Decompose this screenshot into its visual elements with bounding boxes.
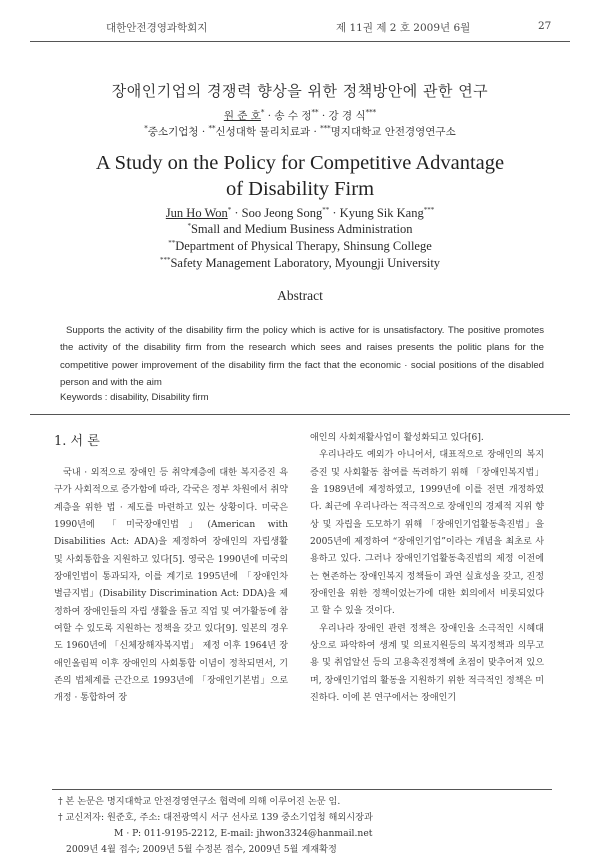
right-column: [310, 430, 544, 708]
english-title-line-2: of Disability Firm: [225, 178, 375, 200]
section-heading: 1. 서 론: [54, 434, 100, 449]
keywords: Keywords : disability, Disability firm: [60, 392, 209, 403]
abstract-rule: [30, 414, 570, 415]
abstract-heading: Abstract: [277, 288, 323, 303]
paragraph: 국내 · 외적으로 장애인 등 취약계층에 대한 복지증진 욕구가 사회적으로 증가함에 따라, 각국은 정부 차원에서 취약계층을 위한 법 · 제도를 마련하고 있는 상황이다. 미국은 1990년에 「미국장애인법」(American with Disabilities Act: ADA)을 제정하여 장애인의 자립생활 및 사회통합을 지원하고 있다[5]. 영국은 1990년에 미국의 장애인법이 통과되자, 이를 계기로 1995년에 「장애인차별금지법」(Disability Discrimination Act: DDA)을 제정하여 장애인들의 자립 생활을 돕고 직업 및 여가활동에 참여할 수 있도록 지원하는 정책을 갖고 있다[9]. 일본의 경우도 1960년에 「신체장해자복지법」 제정 이후 1964년 장애인올림픽 이후 장애인의 사회통합 이념이 정착되면서, 기존의 법체계를 근간으로 1993년에 「장애인기본법」으로 개정 · 통합하여 장: [54, 468, 288, 704]
footnote-rule: [52, 789, 552, 790]
english-title-line-1: A Study on the Policy for Competitive Advantage: [95, 152, 505, 174]
english-affiliation-3: ***Safety Management Laboratory, Myoungji University: [159, 256, 441, 271]
header-rule: [30, 41, 570, 42]
abstract-text: Supports the activity of the disability firm the policy which is active for is unsatisfactory. The positive promotes the activity of the disability firm from the research which sees and raises presents the politic plans for the competitive power improvement of the disability firm the fact that the economic · social positions of the disabled person and with the aim: [60, 325, 544, 389]
footnote-corresponding-author: † 교신저자: 원준호, 주소: 대전광역시 서구 선사로 139 중소기업청 해외시장과: [58, 812, 373, 823]
footnote-funding: † 본 논문은 명지대학교 안전경영연구소 협력에 의해 이루어진 논문 임.: [58, 796, 341, 807]
journal-name: 대한안전경영과학회지: [106, 22, 208, 34]
korean-title: 장애인기업의 경쟁력 향상을 위한 정책방안에 관한 연구: [111, 82, 489, 100]
english-affiliation-1: *Small and Medium Business Administration: [187, 222, 413, 237]
korean-affiliations: *중소기업청 · **신성대학 물리치료과 · ***명지대학교 안전경영연구소: [144, 124, 456, 138]
english-authors: Jun Ho Won* · Soo Jeong Song** · Kyung Sik Kang***: [165, 206, 435, 221]
english-affiliation-2: **Department of Physical Therapy, Shinsung College: [168, 239, 432, 254]
paragraph: 우리나라도 예외가 아니어서, 대표적으로 장애인의 복지증진 및 사회활동 참여를 독려하기 위해 「장애인복지법」을 1989년에 제정하였고, 1999년에 이를 전면 개정하였다. 최근에 우리나라는 적극적으로 장애인의 경제적 지위 향상 및 자립을 도모하기 위해 「장애인기업활동촉진법」을 2005년에 제정하여 “장애인기업”이라는 개념을 최초로 사용하고 있다. 그러나 장애인기업활동촉진법의 제정 이전에는 현존하는 장애인복지 정책들이 과연 실효성을 갖고, 진정 장애인을 위한 정책이었는가에 대한 회의에서 비롯되었다고 할 수 있을 것이다.: [310, 450, 544, 617]
page-number: 27: [538, 20, 552, 32]
left-column: [54, 465, 288, 708]
footnote-contact: M · P: 011-9195-2212, E-mail: jhwon3324@hanmail.net: [114, 828, 373, 839]
paragraph: 우리나라 장애인 관련 정책은 장애인을 소극적인 시혜대상으로 파악하여 생계 및 의료지원등의 복지정책과 의무고용 및 취업알선 등의 고용촉진정책에 초점이 맞추어져 있으며, 장애인기업의 활동을 지원하기 위한 적극적인 정책은 미진하다. 이에 본 연구에서는 장애인기: [310, 623, 544, 704]
paragraph: 애인의 사회재활사업이 활성화되고 있다[6].: [310, 433, 484, 443]
issue-info: 제 11권 제 2 호 2009년 6월: [336, 22, 471, 34]
korean-author-1: 원 준 호: [223, 110, 261, 122]
footnote-dates: 2009년 4월 접수; 2009년 5월 수정본 접수, 2009년 5월 게재확정: [66, 844, 337, 855]
english-author-1: Jun Ho Won: [165, 206, 228, 221]
korean-authors: 원 준 호* · 송 수 정** · 강 경 식***: [223, 108, 377, 122]
